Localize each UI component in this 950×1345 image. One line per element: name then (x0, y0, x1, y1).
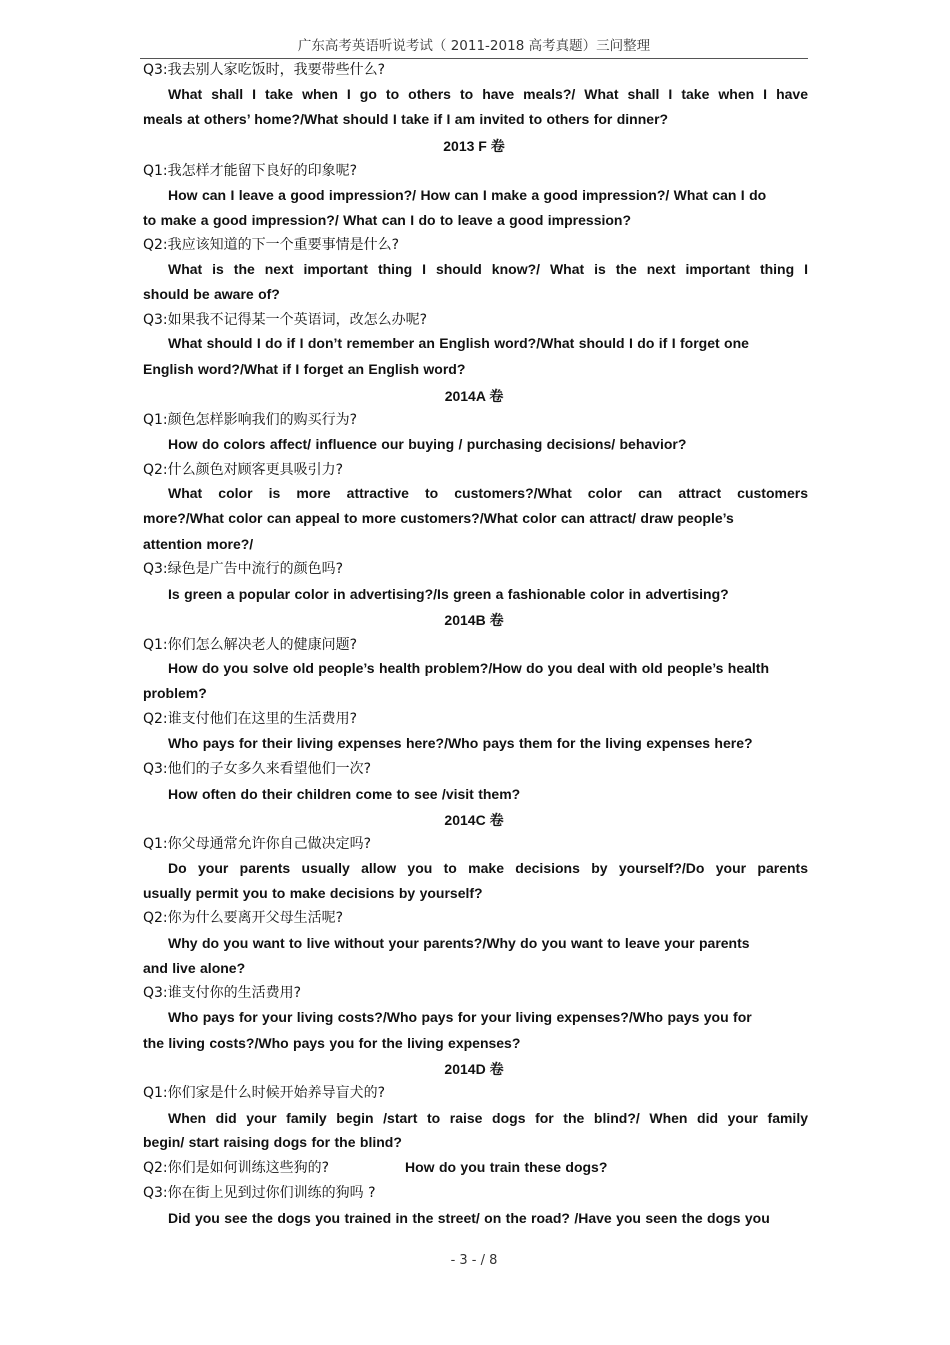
answer-text: What is the next important thing I should know?/ What is the next important thing I (168, 261, 808, 277)
answer-text: usually permit you to make decisions by yourself? (143, 885, 483, 901)
answer-text: When did your family begin /start to raise dogs for the blind?/ When did your family (168, 1110, 808, 1126)
answer-text: meals at others’ home?/What should I take if I am invited to others for dinner? (143, 111, 669, 127)
answer-text: How do you solve old people’s health problem?/How do you deal with old people’s health (168, 660, 770, 676)
question-text: Q1:颜色怎样影响我们的购买行为? (143, 412, 358, 428)
answer-text: Who pays for their living expenses here?/Who pays them for the living expenses here? (168, 735, 753, 751)
question-text: Q1:你父母通常允许你自己做决定吗? (143, 836, 372, 852)
question-text: Q3:我去别人家吃饭时，我要带些什么? (143, 62, 386, 78)
section-heading: 2014B 卷 (444, 612, 504, 628)
answer-text: Is green a popular color in advertising?/Is green a fashionable color in advertising? (168, 586, 729, 602)
answer-text: How do colors affect/ influence our buying / purchasing decisions/ behavior? (168, 436, 687, 452)
question-text: Q3:他们的子女多久来看望他们一次? (143, 761, 372, 777)
section-heading: 2014A 卷 (444, 388, 504, 404)
answer-text: should be aware of? (143, 286, 280, 302)
question-text: Q3:你在街上见到过你们训练的狗吗 ? (143, 1185, 376, 1201)
question-text: Q1:我怎样才能留下良好的印象呢? (143, 163, 358, 179)
question-text: Q2:谁支付他们在这里的生活费用? (143, 711, 358, 727)
question-text: Q2:我应该知道的下一个重要事情是什么? (143, 237, 400, 253)
answer-text: attention more?/ (143, 536, 254, 552)
answer-text: Who pays for your living costs?/Who pays for your living expenses?/Who pays you for (168, 1009, 752, 1025)
answer-text: Why do you want to live without your parents?/Why do you want to leave your parents (168, 935, 750, 951)
answer-text: the living costs?/Who pays you for the living expenses? (143, 1035, 521, 1051)
answer-text: What should I do if I don’t remember an English word?/What should I do if I forget one (168, 335, 749, 351)
answer-text: English word?/What if I forget an English word? (143, 361, 466, 377)
page-number: - 3 - / 8 (450, 1253, 498, 1268)
answer-text: begin/ start raising dogs for the blind? (143, 1134, 402, 1150)
answer-text: How can I leave a good impression?/ How can I make a good impression?/ What can I do (168, 187, 767, 203)
question-text: Q2:什么颜色对顾客更具吸引力? (143, 462, 344, 478)
answer-text: What shall I take when I go to others to have meals?/ What shall I take when I have (168, 86, 808, 102)
question-text: Q3:绿色是广告中流行的颜色吗? (143, 561, 344, 577)
section-heading: 2013 F 卷 (443, 138, 505, 154)
answer-text: How do you train these dogs? (405, 1159, 608, 1175)
question-text: Q3:谁支付你的生活费用? (143, 985, 302, 1001)
answer-text: problem? (143, 685, 207, 701)
answer-text: more?/What color can appeal to more customers?/What color can attract/ draw people’s (143, 510, 734, 526)
answer-text: and live alone? (143, 960, 246, 976)
section-heading: 2014D 卷 (444, 1061, 504, 1077)
answer-text: What color is more attractive to customers?/What color can attract customers (168, 485, 808, 501)
answer-text: Did you see the dogs you trained in the street/ on the road? /Have you seen the dogs you (168, 1210, 770, 1226)
question-text: Q3:如果我不记得某一个英语词，改怎么办呢? (143, 312, 428, 328)
section-heading: 2014C 卷 (444, 812, 504, 828)
question-text: Q2:你为什么要离开父母生活呢? (143, 910, 344, 926)
question-text: Q2:你们是如何训练这些狗的? (143, 1160, 330, 1176)
question-text: Q1:你们家是什么时候开始养导盲犬的? (143, 1085, 386, 1101)
answer-text: How often do their children come to see /visit them? (168, 786, 521, 802)
page-header: 广东高考英语听说考试（ 2011-2018 高考真题）三问整理 (140, 34, 808, 59)
answer-text: to make a good impression?/ What can I do to leave a good impression? (143, 212, 632, 228)
answer-text: Do your parents usually allow you to make decisions by yourself?/Do your parents (168, 860, 808, 876)
question-text: Q1:你们怎么解决老人的健康问题? (143, 637, 358, 653)
